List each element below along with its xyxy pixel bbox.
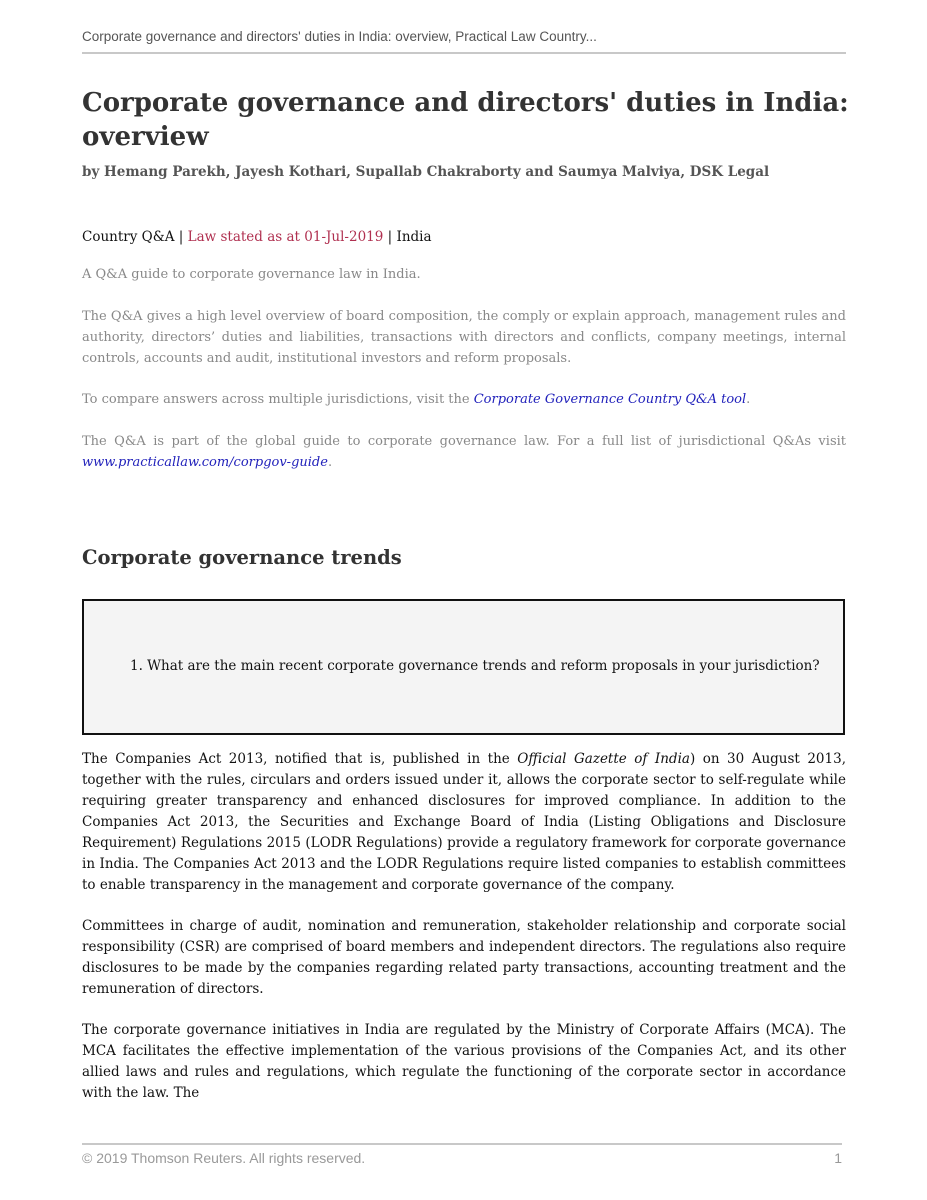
running-header-title: Corporate governance and directors' duties in India: overview, Practical Law Country... [82,29,597,44]
intro-compare-text: To compare answers across multiple jurisdictions, visit the [82,392,474,407]
answer-paragraph-1 [82,749,846,896]
intro-global-guide-text: The Q&A is part of the global guide to corporate governance law. For a full list of jurisdictional Q&As visit [82,434,846,449]
copyright-notice: © 2019 Thomson Reuters. All rights reserved. [82,1150,366,1166]
intro-global-guide-end: . [327,455,333,470]
header-divider [82,52,846,54]
intro-global-guide [82,431,846,473]
answer-paragraph-3: The corporate governance initiatives in India are regulated by the Ministry of Corporate Affairs (MCA). The MCA facilitates the effective implementation of the various provisions of the Companies Act, and its other allied laws and rules and regulations, which regulate the functioning of the corporate sector in accordance with the law. The [82,1022,846,1101]
intro-summary: A Q&A guide to corporate governance law in India. [82,267,421,282]
meta-separator: | [174,229,188,245]
answer-paragraph-2: Committees in charge of audit, nomination and remuneration, stakeholder relationship and corporate social responsibility (CSR) are comprised of board members and independent directors. The regulations also require disclosures to be made by the companies regarding related party transactions, accounting treatment and the remuneration of directors. [82,918,846,997]
country-qa-tool-link[interactable]: Corporate Governance Country Q&A tool [473,392,747,407]
intro-compare-end: . [746,392,751,407]
question-box [82,599,845,735]
answer-paragraph-1-text: The Companies Act 2013, notified that is, published in the [82,751,518,767]
page-number: 1 [834,1150,842,1166]
meta-separator: | [383,229,397,245]
intro-overview: The Q&A gives a high level overview of board composition, the comply or explain approach, management rules and authority, directors’ duties and liabilities, transactions with directors and conflicts, company meetings, internal controls, accounts and audit, institutional investors and reform proposals. [82,309,846,366]
corpgov-guide-link[interactable]: www.practicallaw.com/corpgov-guide [82,455,328,470]
document-title: Corporate governance and directors' duties in India: overview [82,88,849,152]
section-heading: Corporate governance trends [82,546,402,569]
resource-type: Country Q&A [82,229,175,245]
intro-compare [82,389,846,410]
footer-divider [82,1143,842,1145]
question-text: 1. What are the main recent corporate governance trends and reform proposals in your jurisdiction? [130,658,820,674]
document-meta-line [82,229,432,245]
official-gazette-title: Official Gazette of India [517,751,690,767]
author-byline: by Hemang Parekh, Jayesh Kothari, Supallab Chakraborty and Saumya Malviya, DSK Legal [82,164,770,180]
answer-paragraph-1-rest: ) on 30 August 2013, together with the rules, circulars and orders issued under it, allows the corporate sector to self-regulate while requiring greater transparency and enhanced disclosures for improved compliance. In addition to the Companies Act 2013, the Securities and Exchange Board of India (Listing Obligations and Disclosure Requirement) Regulations 2015 (LODR Regulations) provide a regulatory framework for corporate governance in India. The Companies Act 2013 and the LODR Regulations require listed companies to establish committees to enable transparency in the management and corporate governance of the company. [82,751,846,893]
law-stated-date: Law stated as at 01-Jul-2019 [187,229,384,245]
jurisdiction: India [396,229,432,245]
